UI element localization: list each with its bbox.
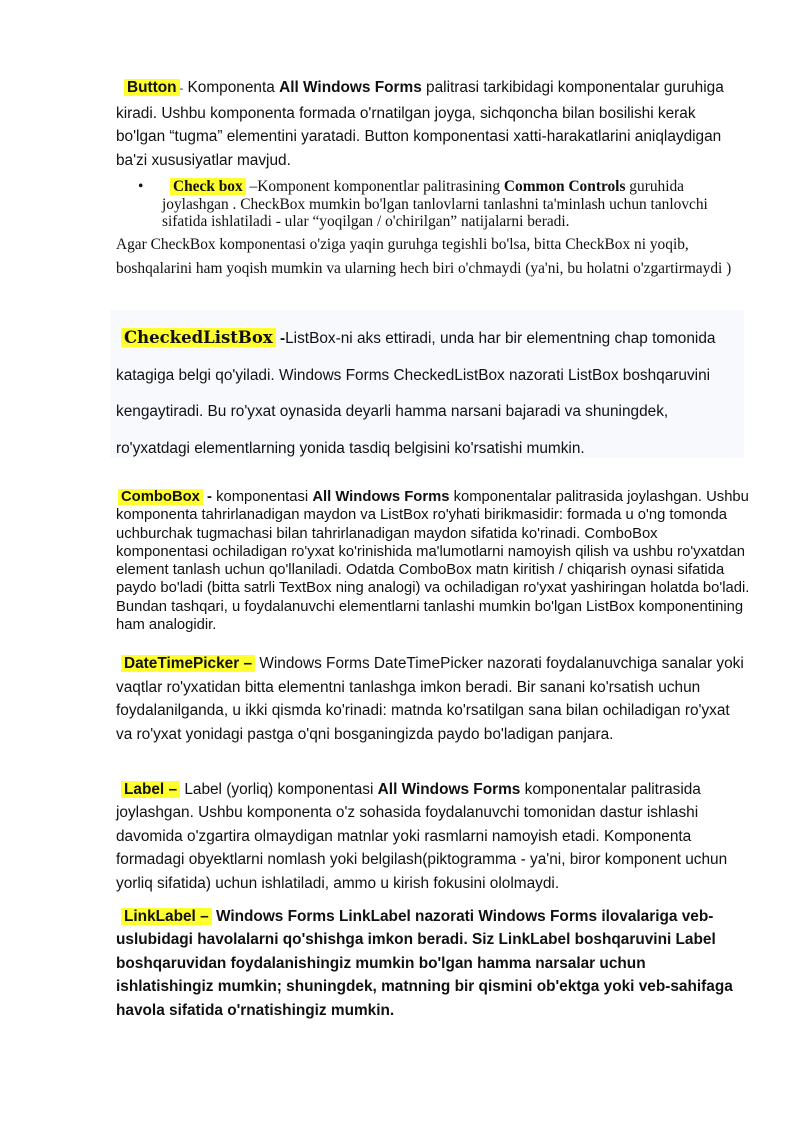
dash: - xyxy=(275,330,286,347)
paragraph-button xyxy=(116,76,744,172)
bold-segment: All Windows Forms xyxy=(279,79,422,96)
bold-segment: Common Controls xyxy=(503,178,626,195)
term-label: Label – xyxy=(121,781,180,798)
term-checkedlistbox: CheckedListBox xyxy=(121,328,276,347)
text-segment: Komponenta xyxy=(183,79,280,96)
bold-segment: All Windows Forms xyxy=(312,489,450,505)
paragraph-linklabel xyxy=(116,905,746,1022)
dash: - xyxy=(202,489,217,505)
text-segment: Windows Forms LinkLabel nazorati Windows Forms ilovalariga veb-uslubidagi havolalarni qo'shishga imkon beradi. Siz LinkLabel boshqaruvini Label boshqaruvidan foydalanishingiz mumkin bo'lgan hamma narsalar uchun ishlatishingiz mumkin; shuningdek, matnning bir qismini ob'ektga yoki veb-sahifaga havola sifatida o'rnatishingiz mumkin. xyxy=(116,908,733,1019)
paragraph-checkedlistbox xyxy=(116,320,742,467)
paragraph-label xyxy=(116,778,750,895)
bullet-list xyxy=(138,178,753,231)
text-segment: Windows Forms DateTimePicker nazorati foydalanuvchiga sanalar yoki vaqtlar ro'yxatidan bitta elementni tanlashga imkon beradi. Bir sanani ko'rsatish uchun foydalanilganda, u ikki qismda ko'rinadi: matnda ko'rsatilgan sana bilan ochiladigan ro'yxat va ro'yxat yonidagi pastga o'qni bosganingizda paydo bo'ladigan panjara. xyxy=(116,655,744,743)
term-combobox: ComboBox xyxy=(118,489,203,505)
text-segment: guruhida joylashgan . CheckBox mumkin bo'lgan tanlovlarni tanlashni ta'minlash uchun tanlovchi sifatida ishlatiladi - ular “yoqilgan / o'chirilgan” natijalarni beradi. xyxy=(162,178,708,230)
list-item-checkbox xyxy=(138,178,753,231)
term-button: Button xyxy=(124,79,180,96)
paragraph-combobox xyxy=(116,488,750,634)
paragraph-checkbox-continued: Agar CheckBox komponentasi o'ziga yaqin guruhga tegishli bo'lsa, bitta CheckBox ni yoqib, boshqalarini ham yoqish mumkin va ularning hech biri o'chmaydi (ya'ni, bu holatni o'zgartirmaydi ) xyxy=(116,236,732,277)
text-segment: komponentalar palitrasida joylashgan. Ushbu komponenta tahrirlanadigan maydon va ListBox ro'yhati birikmasidir: formada u o'ng tomonda uchburchak tugmachasi bilan tahrirlanadigan maydon sifatida ko'rinadi. ComboBox komponentasi ochiladigan ro'yxat ko'rinishida ma'lumotlarni namoyish qilish va ushbu ro'yxatdan element tanlash uchun qo'llaniladi. Odatda ComboBox matn kiritish / chiqarish oynasi sifatida paydo bo'ladi (bitta satrli TextBox ning analogi) va ochiladigan ro'yxat yashiringan holatda bo'ladi. Bundan tashqari, u foydalanuvchi elementlarni tanlashi mumkin bo'lgan ListBox komponentining ham analogidir. xyxy=(116,489,750,634)
text-segment: komponentasi xyxy=(216,489,313,505)
term-linklabel: LinkLabel – xyxy=(121,908,212,925)
bold-segment: All Windows Forms xyxy=(377,781,521,798)
paragraph-datetimepicker xyxy=(116,652,746,746)
text-segment: ListBox-ni aks ettiradi, unda har bir elementning chap tomonida katagiga belgi qo'yiladi. Windows Forms CheckedListBox nazorati ListBox boshqaruvini kengaytiradi. Bu ro'yxat oynasida deyarli hamma narsani bajaradi va shuningdek, ro'yxatdagi elementlarning yonida tasdiq belgisini ko'rsatishi mumkin. xyxy=(116,330,716,457)
text-segment: palitrasi tarkibidagi komponentalar guruhiga kiradi. Ushbu komponenta formada o'rnatilgan joyga, sichqoncha bilan bosilishi kerak bo'lgan “tugma” elementini yaratadi. Button komponentasi xatti-harakatlarini aniqlaydigan ba'zi xususiyatlar mavjud. xyxy=(116,79,724,169)
text-segment: –Komponent komponentlar palitrasining xyxy=(245,178,504,195)
bullet: • xyxy=(138,178,144,195)
text-segment: komponentalar palitrasida joylashgan. Ushbu komponenta o'z sohasida foydalanuvchi tomonidan dastur ishlashi davomida o'zgartira olmaydigan matnlar yoki rasmlarni namoyish etadi. Komponenta formadagi obyektlarni nomlash yoki belgilash(piktogramma - ya'ni, biror komponent uchun yorliq sifatida) uchun ishlatiladi, ammo u kirish fokusini ololmaydi. xyxy=(116,781,728,892)
term-datetimepicker: DateTimePicker – xyxy=(121,655,255,672)
term-checkbox: Check box xyxy=(170,178,246,195)
text-segment: Label (yorliq) komponentasi xyxy=(180,781,378,798)
dash: - xyxy=(179,83,184,95)
